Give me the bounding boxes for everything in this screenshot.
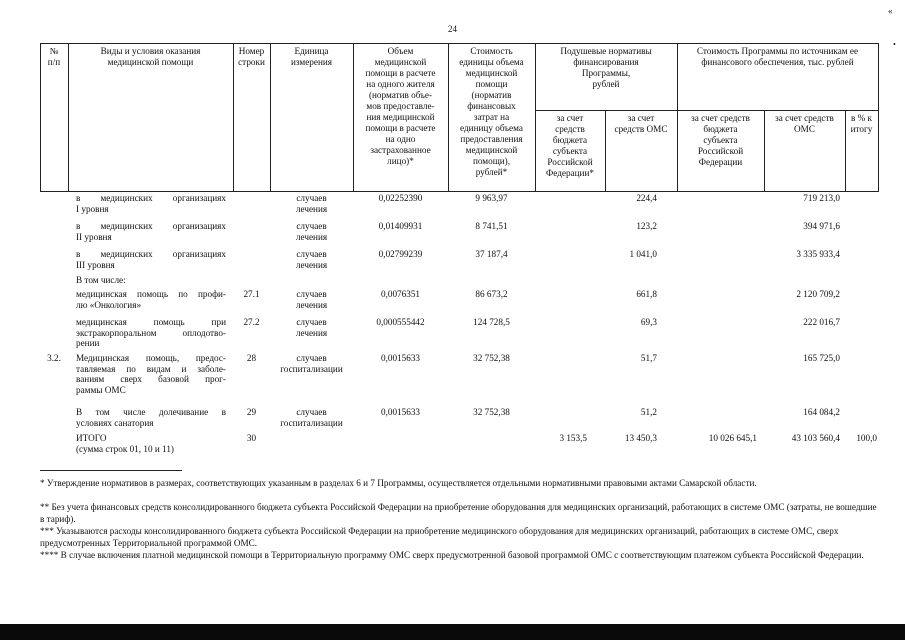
header-program-percent: в % к итогу (850, 113, 873, 134)
cell-kind: рении (76, 338, 100, 348)
cell-volume: 0,0015633 (380, 353, 421, 363)
cell-kind: медицинская помощь по профи- (76, 289, 226, 299)
footnote-3: *** Указываются расходы консолидированного бюджета субъекта Российской Федерации на приобретение медицинского оборудования для медицинских организаций, работающих в системе ОМС, сверх предусмотренных Территориальной программой ОМС. (40, 526, 839, 548)
cell-pr-oms: 394 971,6 (803, 221, 840, 231)
header-top-line (40, 43, 878, 44)
cell-pr-budget: 10 026 645,1 (708, 433, 757, 443)
cell-kind: ваниям сверх базовой прог- (76, 374, 226, 384)
cell-cost: 37 187,4 (475, 249, 508, 259)
cell-volume: 0,01409931 (378, 221, 423, 231)
cell-pr-oms: 222 016,7 (803, 317, 840, 327)
cell-kind: условиях санатория (76, 417, 154, 428)
header-num: № п/п (47, 46, 61, 67)
header-per-capita-oms: за счет средств ОМС (614, 113, 668, 134)
cell-pct: 100,0 (856, 433, 877, 443)
cell-volume: 0,000555442 (376, 317, 425, 327)
cell-cost: 86 673,2 (475, 289, 508, 299)
cell-unit: госпитализации (280, 363, 343, 374)
cell-unit: лечения (295, 259, 328, 270)
header-program-cost: Стоимость Программы по источникам ее финансового обеспечения, тыс. рублей (696, 46, 859, 67)
cell-kind: в медицинских организациях (76, 193, 226, 203)
cell-pr-oms: 164 084,2 (803, 407, 840, 417)
cell-unit: госпитализации (280, 417, 343, 428)
scan-edge-bar (0, 624, 905, 640)
cell-row: 29 (246, 407, 257, 417)
cell-volume: 0,0076351 (380, 289, 421, 299)
header-bottom-line (40, 191, 878, 192)
cell-pc-oms: 1 041,0 (629, 249, 657, 259)
header-cost: Стоимость единицы объема медицинской помощи (норматив финансовых затрат на единицу объема предоставления медицинской помощи), рублей* (459, 46, 524, 177)
cell-volume: 0,02799239 (378, 249, 423, 259)
cell-kind: в медицинских организациях (76, 221, 226, 231)
cell-pr-oms: 43 103 560,4 (791, 433, 840, 443)
cell-pr-oms: 719 213,0 (803, 193, 840, 203)
cell-unit: лечения (295, 327, 328, 338)
cell-kind: (сумма строк 01, 10 и 11) (76, 443, 174, 454)
cell-unit: лечения (295, 203, 328, 214)
cell-volume: 0,02252390 (378, 193, 423, 203)
cell-pc-oms: 661,8 (636, 289, 657, 299)
cell-cost: 32 752,38 (473, 353, 510, 363)
header-volume: Объем медицинской помощи в расчете на одного жителя (норматив объе- мов предоставле- ния медицинской помощи в расчете на одно застрахованное лицо)* (365, 46, 436, 166)
cell-pc-oms: 224,4 (636, 193, 657, 203)
header-sub-line (535, 110, 878, 111)
cell-row: 27.1 (243, 289, 260, 299)
cell-pc-oms: 51,7 (640, 353, 657, 363)
cell-kind: тавляемая по видам и заболе- (76, 363, 226, 374)
cell-kind: В том числе долечивание в (76, 407, 226, 417)
cell-unit: случаев (296, 193, 327, 203)
header-row-number: Номер строки (238, 46, 265, 67)
cell-kind: III уровня (76, 259, 115, 270)
cell-pr-oms: 2 120 709,2 (796, 289, 840, 299)
cell-row: 27.2 (243, 317, 260, 327)
cell-kind: В том числе: (76, 275, 126, 285)
cell-kind: лю «Онкология» (76, 299, 142, 310)
cell-pc-oms: 51,2 (640, 407, 657, 417)
cell-cost: 9 963,97 (475, 193, 508, 203)
cell-kind: экстракорпоральном оплодотво- (76, 327, 226, 338)
header-program-budget: за счет средств бюджета субъекта Российской Федерации (691, 113, 750, 167)
footnote-4: **** В случае включения платной медицинской помощи в Территориальную программу ОМС сверх предусмотренной базовой программой ОМС с соответствующим платежом субъекта Российской Федерации. (40, 550, 864, 560)
cell-unit: случаев (296, 317, 327, 327)
page-number: 24 (448, 24, 457, 34)
cell-pc-budget: 3 153,5 (559, 433, 587, 443)
header-unit: Единица измерения (290, 46, 333, 67)
footnote-rule (40, 470, 182, 471)
header-kind: Виды и условия оказания медицинской помощи (100, 46, 201, 67)
margin-dot: • (893, 40, 896, 49)
cell-kind: в медицинских организациях (76, 249, 226, 259)
cell-unit: случаев (296, 353, 327, 363)
header-per-capita-budget: за счет средств бюджета субъекта Российской Федерации* (546, 113, 594, 178)
header-border-right (878, 43, 879, 192)
cell-kind: раммы ОМС (76, 384, 126, 395)
cell-kind: I уровня (76, 203, 109, 214)
cell-num: 3.2. (47, 353, 61, 363)
cell-pc-oms: 69,3 (640, 317, 657, 327)
cell-unit: лечения (295, 299, 328, 310)
cell-row: 28 (246, 353, 257, 363)
cell-row: 30 (246, 433, 257, 443)
cell-kind: ИТОГО (76, 433, 107, 443)
cell-unit: случаев (296, 221, 327, 231)
cell-kind: II уровня (76, 231, 112, 242)
cell-cost: 8 741,51 (475, 221, 508, 231)
header-per-capita: Подушевые нормативы финансирования Программы, рублей (560, 46, 652, 89)
cell-pc-oms: 123,2 (636, 221, 657, 231)
footnote-1: * Утверждение нормативов в размерах, соответствующих указанным в разделах 6 и 7 Программы, осуществляется отдельными нормативными правовыми актами Самарской области. (40, 478, 757, 488)
footnote-2: ** Без учета финансовых средств консолидированного бюджета субъекта Российской Федерации на приобретение оборудования для медицинских организаций, работающих в системе ОМС (затраты, не вошедшие в тариф). (40, 502, 877, 524)
cell-pr-oms: 3 335 933,4 (796, 249, 840, 259)
cell-kind: Медицинская помощь, предос- (76, 353, 226, 363)
cell-unit: случаев (296, 289, 327, 299)
cell-unit: лечения (295, 231, 328, 242)
header-program-oms: за счет средств ОМС (775, 113, 834, 134)
corner-mark: « (888, 6, 893, 16)
cell-kind: медицинская помощь при (76, 317, 226, 327)
cell-volume: 0,0015633 (380, 407, 421, 417)
cell-pr-oms: 165 725,0 (803, 353, 840, 363)
cell-cost: 124 728,5 (473, 317, 510, 327)
cell-cost: 32 752,38 (473, 407, 510, 417)
cell-unit: случаев (296, 249, 327, 259)
cell-pc-oms: 13 450,3 (624, 433, 657, 443)
cell-unit: случаев (296, 407, 327, 417)
